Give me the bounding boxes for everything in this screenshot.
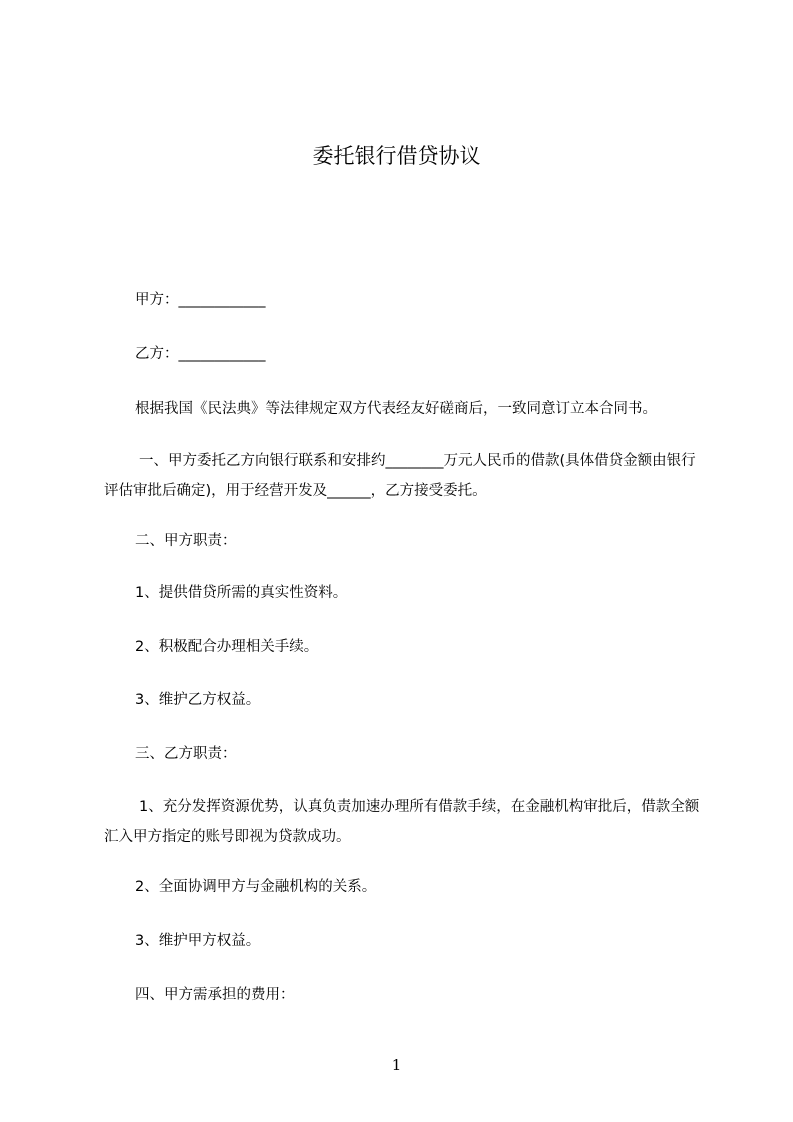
party-a-line: 甲方：____________ [135,292,266,308]
section-2-item-3: 3、维护乙方权益。 [135,692,261,708]
section-2-heading: 二、甲方职责： [135,533,237,549]
section-2-item-1: 1、提供借贷所需的真实性资料。 [135,585,348,601]
section-4-heading: 四、甲方需承担的费用： [135,987,295,1003]
section-3-item-3: 3、维护甲方权益。 [135,933,261,949]
section-3-item-2: 2、全面协调甲方与金融机构的关系。 [135,879,377,895]
section-3-item-1: 1、充分发挥资源优势，认真负责加速办理所有借款手续，在金融机构审批后，借款全额汇入甲方指定的账号即视为贷款成功。 [104,799,700,845]
section-3-heading: 三、乙方职责： [135,746,237,762]
page-number: 1 [391,1056,402,1074]
document-title: 委托银行借贷协议 [312,144,481,168]
clause-1-paragraph: 一、甲方委托乙方向银行联系和安排约________万元人民币的借款(具体借贷金额由银行评估审批后确定)，用于经营开发及______，乙方接受委托。 [104,453,696,499]
intro-paragraph: 根据我国《民法典》等法律规定双方代表经友好磋商后，一致同意订立本合同书。 [135,401,657,417]
party-b-line: 乙方：____________ [135,346,266,362]
section-2-item-2: 2、积极配合办理相关手续。 [135,639,319,655]
